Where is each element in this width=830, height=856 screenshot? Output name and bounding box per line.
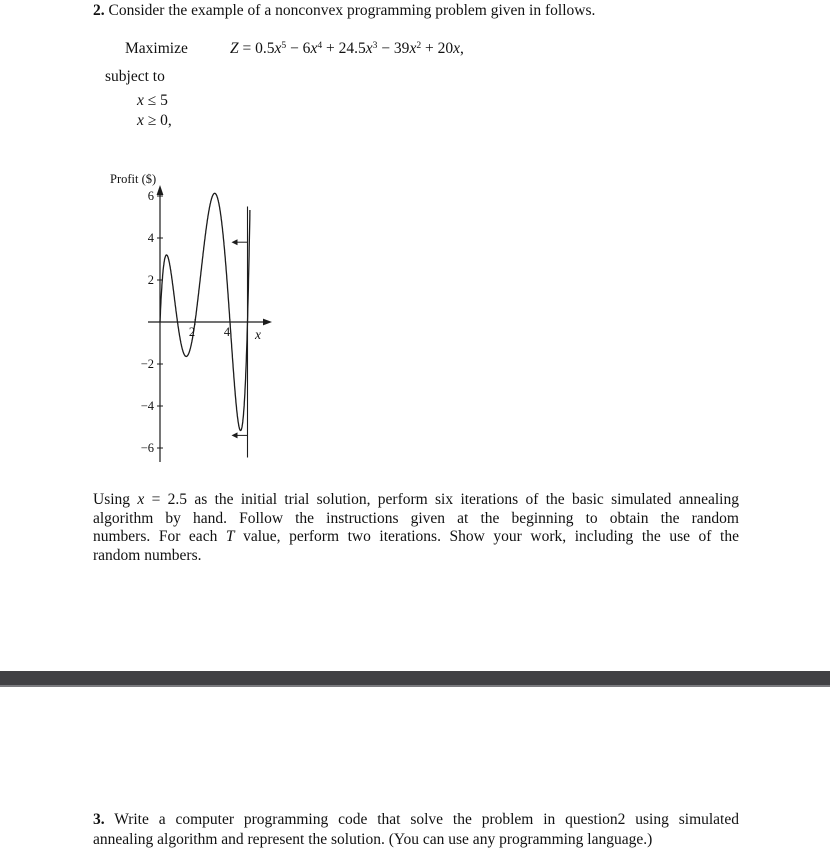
y-tick-label: 4 bbox=[147, 231, 154, 245]
page-separator bbox=[0, 671, 830, 687]
instructions-line: numbers. For each T value, perform two iterations. Show your work, including the use of the bbox=[93, 528, 739, 546]
y-tick-label: −2 bbox=[140, 357, 154, 371]
constraint-1: x ≤ 5 bbox=[137, 92, 168, 109]
chart-y-axis-title: Profit ($) bbox=[110, 172, 157, 186]
y-tick-label: 2 bbox=[147, 273, 154, 287]
problem2-heading: 2. Consider the example of a nonconvex programming problem given in follows. bbox=[93, 2, 596, 19]
maximize-label: Maximize bbox=[125, 40, 188, 57]
problem3-line: 3. Write a computer programming code that solve the problem in question2 using simulated bbox=[93, 811, 739, 828]
y-tick-label: −4 bbox=[140, 399, 154, 413]
profit-chart-svg bbox=[100, 170, 310, 482]
profit-chart-figure bbox=[100, 170, 310, 482]
y-axis-arrowhead bbox=[157, 185, 164, 195]
subject-to-label: subject to bbox=[105, 68, 165, 85]
problem3-line: annealing algorithm and represent the solution. (You can use any programming language.) bbox=[93, 830, 653, 848]
instructions-line: random numbers. bbox=[93, 546, 202, 564]
profit-curve bbox=[160, 193, 250, 430]
constraint-2: x ≥ 0, bbox=[137, 112, 172, 129]
y-tick-label: 6 bbox=[147, 189, 154, 203]
y-tick-label: −6 bbox=[140, 441, 154, 455]
x-tick-label: 4 bbox=[223, 325, 231, 339]
instructions-paragraph bbox=[93, 491, 739, 565]
objective-formula: $Z = 0.5x^5 - 6x^4 + 24.5x^3 - 39x^2 + 20x$, bbox=[230, 40, 464, 57]
instructions-line: Using x = 2.5 as the initial trial solution, perform six iterations of the basic simulated annealing bbox=[93, 491, 739, 508]
x-axis-arrowhead bbox=[263, 319, 272, 326]
chart-x-axis-title: x bbox=[255, 327, 261, 342]
problem3-paragraph bbox=[93, 810, 739, 849]
x-tick-label: 2 bbox=[188, 325, 196, 339]
constraint-group bbox=[232, 207, 248, 458]
instructions-line: algorithm by hand. Follow the instructions given at the beginning to obtain the random bbox=[93, 509, 739, 527]
